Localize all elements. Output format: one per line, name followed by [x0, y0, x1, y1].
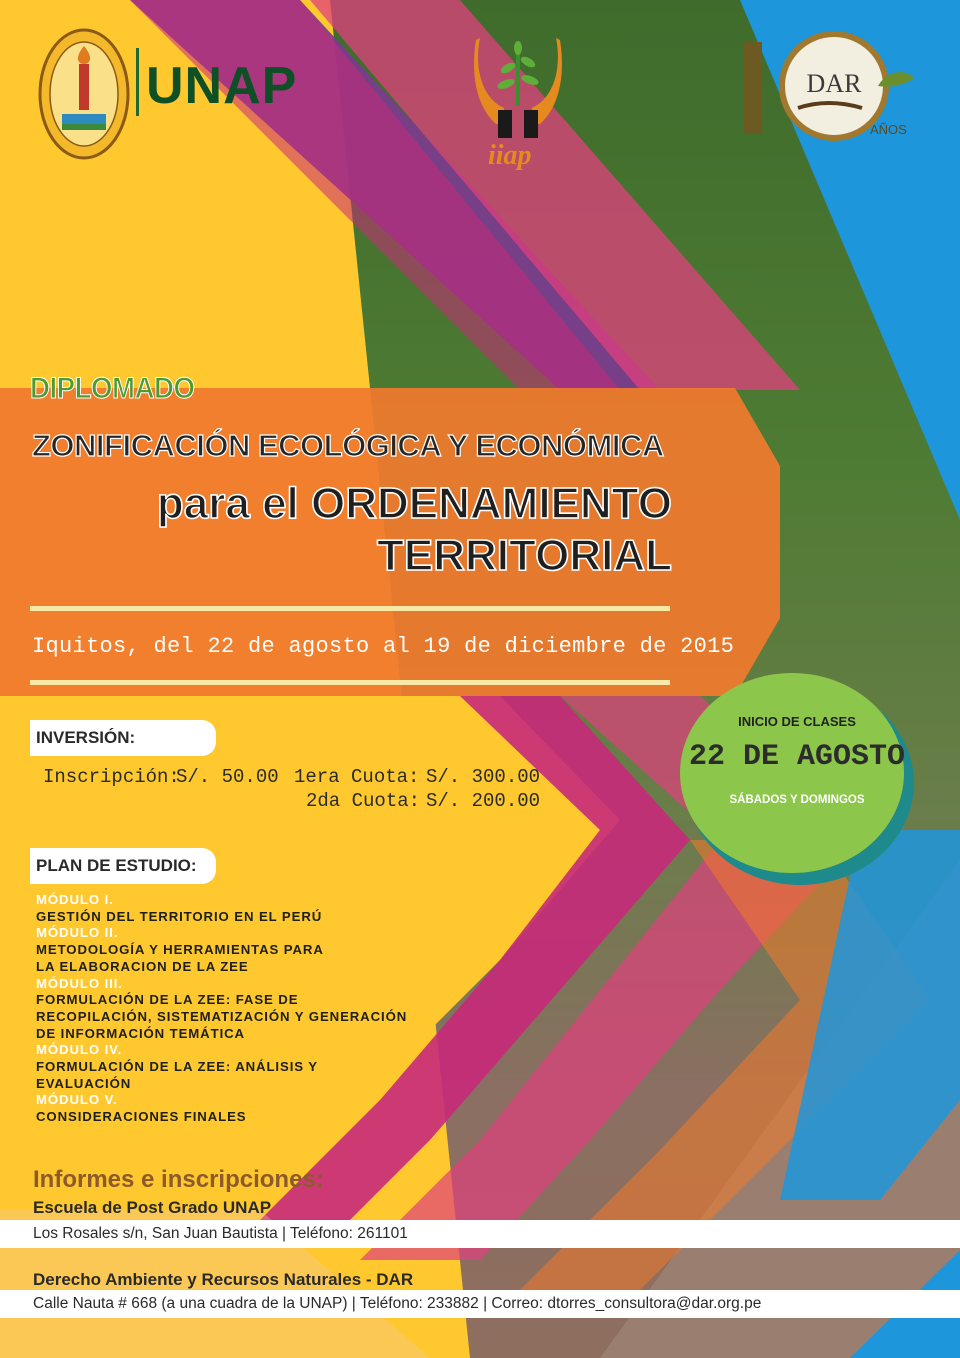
contact-heading: Informes e inscripciones: — [33, 1166, 324, 1193]
fee2-label: 2da Cuota: — [306, 790, 421, 812]
module-4-name-line1: FORMULACIÓN DE LA ZEE: ANÁLISIS Y — [36, 1059, 318, 1075]
fee1-amount: S/. 300.00 — [426, 766, 541, 788]
investment-heading: INVERSIÓN: — [30, 720, 216, 756]
program-subtitle: ZONIFICACIÓN ECOLÓGICA Y ECONÓMICA — [32, 428, 664, 463]
module-1-name: GESTIÓN DEL TERRITORIO EN EL PERÚ — [36, 908, 323, 924]
dar-contact-details: Calle Nauta # 668 (a una cuadra de la UNAP) | Teléfono: 233882 | Correo: dtorres_consultora@dar.org.pe — [33, 1295, 762, 1312]
classes-start-label: INICIO DE CLASES — [738, 714, 856, 729]
module-3-name-line1: FORMULACIÓN DE LA ZEE: FASE DE — [36, 992, 299, 1008]
module-3-heading: MÓDULO III. — [36, 975, 123, 991]
module-5-name: CONSIDERACIONES FINALES — [36, 1109, 247, 1125]
module-3-name-line3: DE INFORMACIÓN TEMÁTICA — [36, 1025, 245, 1041]
unap-logo-divider — [136, 48, 139, 116]
title-divider-bottom — [30, 680, 670, 685]
program-title-line1: para el ORDENAMIENTO — [156, 479, 672, 528]
registration-amount: S/. 50.00 — [176, 766, 279, 788]
unap-contact-details: Los Rosales s/n, San Juan Bautista | Teléfono: 261101 — [33, 1225, 408, 1242]
module-1-heading: MÓDULO I. — [36, 892, 114, 907]
program-type-label: DIPLOMADO — [30, 372, 195, 405]
registration-label: Inscripción: — [43, 766, 180, 788]
program-title — [60, 478, 672, 582]
fee1-label: 1era Cuota: — [294, 766, 420, 788]
title-divider-top — [30, 606, 670, 611]
module-2-name-line2: LA ELABORACION DE LA ZEE — [36, 958, 249, 974]
fee2-amount: S/. 200.00 — [426, 790, 541, 812]
module-2-name-line1: METODOLOGÍA Y HERRAMIENTAS PARA — [36, 942, 324, 958]
classes-start-date: 22 DE AGOSTO — [688, 740, 906, 774]
program-title-line2: TERRITORIAL — [377, 531, 672, 580]
iiap-logo-text: iiap — [488, 140, 532, 171]
program-dates: Iquitos, del 22 de agosto al 19 de diciembre de 2015 — [32, 634, 735, 659]
module-3-name-line2: RECOPILACIÓN, SISTEMATIZACIÓN Y GENERACIÓN — [36, 1008, 408, 1024]
module-list — [36, 892, 466, 1126]
unap-logo-text: UNAP — [146, 57, 298, 115]
unap-school-name: Escuela de Post Grado UNAP — [33, 1198, 272, 1217]
module-4-name-line2: EVALUACIÓN — [36, 1075, 132, 1091]
module-4-heading: MÓDULO IV. — [36, 1042, 123, 1058]
dar-org-name: Derecho Ambiente y Recursos Naturales - DAR — [33, 1270, 414, 1289]
module-5-heading: MÓDULO V. — [36, 1092, 118, 1108]
classes-schedule: SÁBADOS Y DOMINGOS — [729, 794, 865, 806]
dar-anniversary-label: AÑOS — [870, 122, 907, 137]
curriculum-heading: PLAN DE ESTUDIO: — [30, 848, 216, 884]
unap-seal-icon — [38, 28, 130, 160]
dar-logo-text: DAR — [806, 69, 862, 98]
module-2-heading: MÓDULO II. — [36, 925, 119, 941]
